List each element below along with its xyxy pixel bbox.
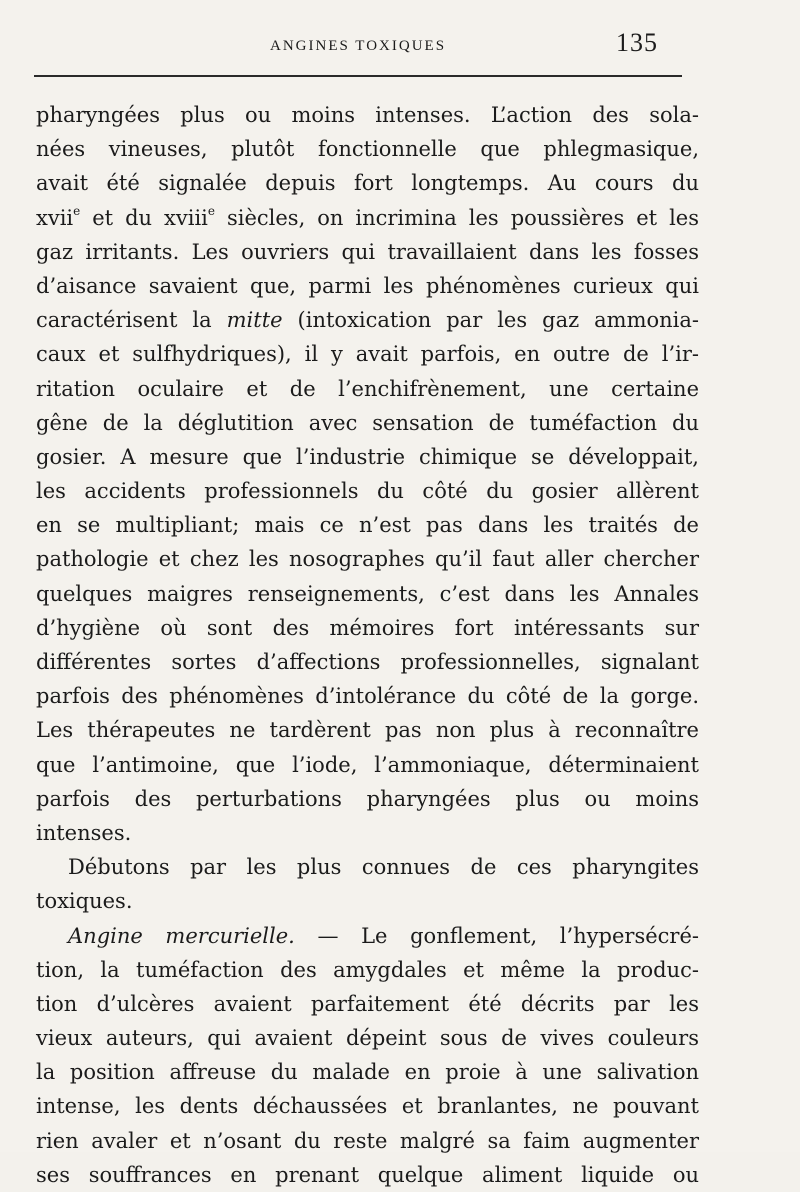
text-line: avait été signalée depuis fort longtemps. Au cours du [36,171,699,196]
text-line: d’hygiène où sont des mémoires fort intéressants sur [36,615,699,640]
text-fragment: — Le gonflement, l’hypersécré- [294,923,699,948]
text-line: intenses. [36,820,132,845]
text-line: ritation oculaire et de l’enchifrènement, une certaine [36,376,699,401]
text-line: Les thérapeutes ne tardèrent pas non plus à reconnaître [36,718,699,743]
text-line: vieux auteurs, qui avaient dépeint sous de vives couleurs [36,1026,699,1051]
text-line: gaz irritants. Les ouvriers qui travaillaient dans les fosses [36,239,699,264]
text-fragment: (intoxication par les gaz ammonia- [282,308,699,333]
text-line: parfois des phénomènes d’intolérance du côté de la gorge. [36,684,699,709]
body-text [36,98,699,1192]
text-line: intense, les dents déchaussées et branlantes, ne pouvant [36,1094,699,1119]
superscript: e [207,203,215,218]
text-line: Débutons par les plus connues de ces pharyngites [68,855,699,880]
header-rule [34,75,682,77]
text-line: quelques maigres renseignements, c’est dans les Annales [36,581,699,606]
text-line: tion d’ulcères avaient parfaitement été décrits par les [36,991,699,1016]
text-fragment: et du [80,205,165,230]
text-line [36,303,699,337]
text-line: parfois des perturbations pharyngées plus ou moins [36,786,699,811]
text-line [36,201,699,235]
text-line: la position affreuse du malade en proie à une salivation [36,1060,699,1085]
text-line: les accidents professionnels du côté du gosier allèrent [36,479,699,504]
century-numeral: xvii [36,205,74,230]
text-fragment: siècles, on incrimina les poussières et les [215,205,699,230]
text-line: ses souffrances en prenant quelque aliment liquide ou [36,1162,699,1187]
page-number: 135 [616,28,658,57]
section-heading: Angine mercurielle. [68,923,295,948]
text-line: gosier. A mesure que l’industrie chimique se développait, [36,444,699,469]
century-numeral: xviii [164,205,208,230]
text-line: toxiques. [36,889,133,914]
text-line: tion, la tuméfaction des amygdales et même la produc- [36,957,699,982]
text-line: d’aisance savaient que, parmi les phénomènes curieux qui [36,273,699,298]
text-fragment: caractérisent la [36,308,227,333]
text-line: pharyngées plus ou moins intenses. L’action des sola- [36,103,699,127]
text-line: que l’antimoine, que l’iode, l’ammoniaque, déterminaient [36,752,699,777]
italic-term: mitte [226,308,283,333]
text-line: pathologie et chez les nosographes qu’il faut aller chercher [36,547,699,572]
running-title: ANGINES TOXIQUES [270,38,447,54]
text-line [36,919,699,953]
text-line: nées vineuses, plutôt fonctionnelle que phlegmasique, [36,137,699,162]
text-line: caux et sulfhydriques), il y avait parfois, en outre de l’ir- [36,342,699,367]
text-line: rien avaler et n’osant du reste malgré sa faim augmenter [36,1128,699,1153]
text-line: en se multipliant; mais ce n’est pas dans les traités de [36,513,699,538]
superscript: e [73,203,81,218]
text-line: gêne de la déglutition avec sensation de tuméfaction du [36,410,699,435]
text-line: différentes sortes d’affections professionnelles, signalant [36,650,699,674]
